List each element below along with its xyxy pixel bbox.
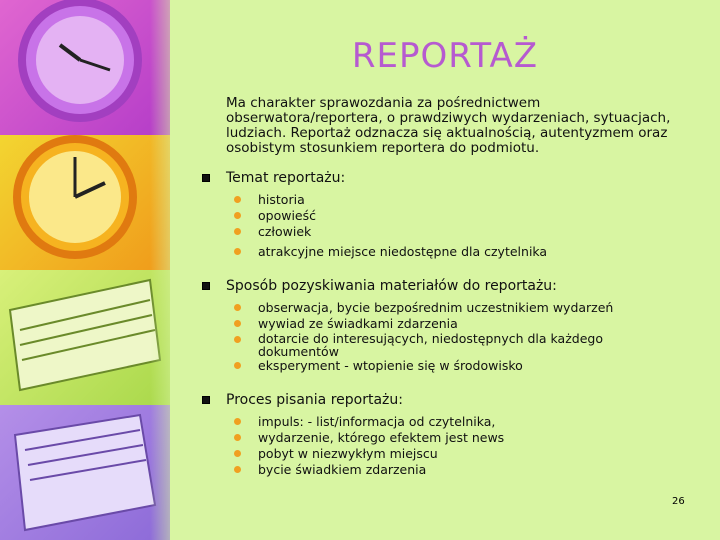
dot-bullet-icon <box>234 196 241 203</box>
dot-bullet-icon <box>234 228 241 235</box>
books-panel <box>0 270 170 405</box>
process-list <box>226 414 680 478</box>
slide-title: REPORTAŻ <box>351 36 539 76</box>
section-heading: Proces pisania reportażu: <box>226 392 403 408</box>
books-icon <box>0 270 170 405</box>
list-item: eksperyment - wtopienie się w środowisko <box>226 358 680 374</box>
list-item: opowieść <box>226 208 680 224</box>
dot-bullet-icon <box>234 450 241 457</box>
list-item: wydarzenie, którego efektem jest news <box>226 430 680 446</box>
decorative-image-strip <box>0 0 170 540</box>
section-topic <box>200 170 680 186</box>
purple-clock-panel <box>0 0 170 135</box>
dot-bullet-icon <box>234 362 241 369</box>
list-item: historia <box>226 192 680 208</box>
yellow-clock-panel <box>0 135 170 270</box>
list-item: wywiad ze świadkami zdarzenia <box>226 316 680 332</box>
purple-clock-icon <box>0 0 170 135</box>
page-number: 26 <box>672 496 685 507</box>
dot-bullet-icon <box>234 418 241 425</box>
notebooks-icon <box>0 405 170 540</box>
dot-bullet-icon <box>234 466 241 473</box>
strip-fade <box>150 0 170 540</box>
list-item: impuls: - list/informacja od czytelnika, <box>226 414 680 430</box>
section-heading: Temat reportażu: <box>226 170 346 186</box>
section-heading: Sposób pozyskiwania materiałów do reportażu: <box>226 278 557 294</box>
list-item: dotarcie do interesujących, niedostępnych dla każdego dokumentów <box>226 332 680 358</box>
yellow-clock-icon <box>0 135 170 270</box>
section-process <box>200 392 680 408</box>
dot-bullet-icon <box>234 434 241 441</box>
section-sources <box>200 278 680 294</box>
sources-list <box>226 300 680 374</box>
list-item: atrakcyjne miejsce niedostępne dla czytelnika <box>226 244 680 260</box>
dot-bullet-icon <box>234 320 241 327</box>
slide-content <box>200 96 680 478</box>
list-item: obserwacja, bycie bezpośrednim uczestnikiem wydarzeń <box>226 300 680 316</box>
intro-paragraph: Ma charakter sprawozdania za pośrednictwem obserwatora/reportera, o prawdziwych wydarzeniach, sytuacjach, ludziach. Reportaż odznacza się aktualnością, autentyzmem oraz osobistym stosunkiem reportera do podmiotu. <box>226 95 671 156</box>
topic-list <box>226 192 680 260</box>
dot-bullet-icon <box>234 248 241 255</box>
square-bullet-icon <box>202 396 210 404</box>
dot-bullet-icon <box>234 336 241 343</box>
list-item: pobyt w niezwykłym miejscu <box>226 446 680 462</box>
list-item: bycie świadkiem zdarzenia <box>226 462 680 478</box>
square-bullet-icon <box>202 282 210 290</box>
square-bullet-icon <box>202 174 210 182</box>
notebooks-panel <box>0 405 170 540</box>
list-item: człowiek <box>226 224 680 240</box>
dot-bullet-icon <box>234 212 241 219</box>
dot-bullet-icon <box>234 304 241 311</box>
